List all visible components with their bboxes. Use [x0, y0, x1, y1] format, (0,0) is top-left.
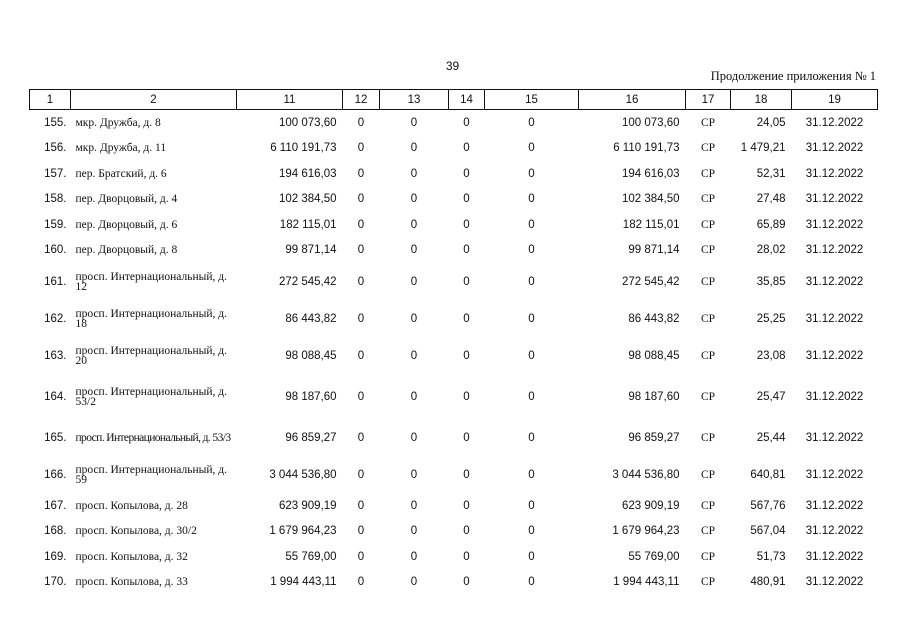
cell-n: 166.: [44, 468, 67, 481]
cell-n: 159.: [44, 218, 67, 231]
cell-c15: 0: [528, 167, 535, 180]
cell-c15: 0: [528, 349, 535, 362]
cell-c11: 86 443,82: [285, 312, 337, 325]
cell-c11: 6 110 191,73: [270, 142, 337, 155]
cell-c13: 0: [410, 218, 418, 231]
cell-c19: 31.12.2022: [805, 431, 864, 444]
cell-c17: СР: [700, 218, 716, 231]
table-row: [30, 187, 878, 213]
cell-addr: просп. Интернациональный, д. 18: [75, 307, 227, 330]
table-row: [30, 419, 878, 456]
cell-addr: просп. Интернациональный, д. 53/2: [75, 385, 227, 408]
table-row: [30, 570, 878, 596]
cell-c18: 25,44: [756, 431, 786, 444]
cell-c18: 25,47: [756, 390, 786, 403]
cell-addr: мкр. Дружба, д. 8: [75, 116, 161, 129]
cell-c18: 567,76: [750, 499, 786, 512]
cell-c12: 0: [357, 244, 365, 257]
cell-c16: 98 088,45: [628, 349, 680, 362]
cell-c18: 27,48: [756, 193, 786, 206]
cell-c15: 0: [528, 275, 535, 288]
cell-c13: 0: [410, 142, 418, 155]
cell-addr: пер. Дворцовый, д. 8: [75, 244, 178, 257]
cell-c13: 0: [410, 167, 418, 180]
cell-c13: 0: [410, 468, 418, 481]
cell-c18: 52,31: [756, 167, 786, 180]
table-row: [30, 212, 878, 238]
cell-c18: 24,05: [756, 116, 786, 129]
cell-c17: СР: [700, 431, 716, 444]
table-body: [30, 110, 878, 596]
cell-c13: 0: [410, 116, 418, 129]
table-row: [30, 544, 878, 570]
table-row: [30, 110, 878, 136]
cell-c19: 31.12.2022: [805, 390, 864, 403]
cell-c15: 0: [528, 116, 535, 129]
cell-c12: 0: [357, 499, 365, 512]
table-row: [30, 493, 878, 519]
cell-c13: 0: [410, 550, 418, 563]
header-cell: 12: [343, 90, 380, 110]
cell-c18: 1 479,21: [740, 142, 786, 155]
cell-c14: 0: [463, 218, 470, 231]
cell-addr: просп. Интернациональный, д. 20: [75, 344, 227, 367]
cell-n: 164.: [44, 390, 67, 403]
header-cell: 17: [686, 90, 731, 110]
cell-c14: 0: [463, 576, 470, 589]
cell-c19: 31.12.2022: [805, 275, 864, 288]
table-row: [30, 519, 878, 545]
cell-c15: 0: [528, 312, 535, 325]
cell-c17: СР: [700, 576, 716, 589]
cell-c17: СР: [700, 167, 716, 180]
cell-c16: 86 443,82: [628, 312, 680, 325]
cell-c16: 3 044 536,80: [612, 468, 680, 481]
cell-c12: 0: [357, 193, 365, 206]
cell-c15: 0: [528, 576, 535, 589]
cell-n: 167.: [44, 499, 67, 512]
cell-c16: 55 769,00: [628, 550, 680, 563]
table-row: [30, 300, 878, 337]
table-row: [30, 263, 878, 300]
cell-c11: 272 545,42: [278, 275, 337, 288]
cell-addr: просп. Интернациональный, д. 12: [75, 270, 227, 293]
table-row: [30, 238, 878, 264]
cell-addr: мкр. Дружба, д. 11: [75, 142, 167, 155]
cell-c18: 567,04: [750, 525, 786, 538]
header-cell: 15: [485, 90, 579, 110]
cell-c11: 102 384,50: [278, 193, 337, 206]
cell-c19: 31.12.2022: [805, 550, 864, 563]
header-cell: 1: [30, 90, 71, 110]
table-row: [30, 456, 878, 493]
continuation-note: Продолжение приложения № 1: [710, 69, 876, 83]
header-cell: 14: [449, 90, 485, 110]
cell-c15: 0: [528, 468, 535, 481]
cell-c19: 31.12.2022: [805, 468, 864, 481]
cell-n: 168.: [44, 525, 67, 538]
cell-c14: 0: [463, 349, 470, 362]
cell-c16: 6 110 191,73: [613, 142, 680, 155]
cell-c16: 623 909,19: [621, 499, 680, 512]
cell-c19: 31.12.2022: [805, 576, 864, 589]
cell-c14: 0: [463, 244, 470, 257]
cell-c12: 0: [357, 468, 365, 481]
cell-c19: 31.12.2022: [805, 312, 864, 325]
cell-c12: 0: [357, 142, 365, 155]
cell-c12: 0: [357, 167, 365, 180]
cell-c15: 0: [528, 244, 535, 257]
cell-n: 170.: [44, 576, 67, 589]
cell-c15: 0: [528, 499, 535, 512]
cell-c12: 0: [357, 312, 365, 325]
cell-c14: 0: [463, 550, 470, 563]
table-row: [30, 161, 878, 187]
cell-c12: 0: [357, 550, 365, 563]
cell-c13: 0: [410, 244, 418, 257]
cell-c16: 102 384,50: [621, 193, 680, 206]
cell-c19: 31.12.2022: [805, 525, 864, 538]
cell-c13: 0: [410, 312, 418, 325]
cell-c11: 96 859,27: [285, 431, 337, 444]
cell-c19: 31.12.2022: [805, 167, 864, 180]
cell-c16: 98 187,60: [628, 390, 680, 403]
data-table: [29, 89, 878, 595]
cell-addr: пер. Дворцовый, д. 6: [75, 218, 178, 231]
cell-c13: 0: [410, 275, 418, 288]
cell-c15: 0: [528, 193, 535, 206]
cell-c19: 31.12.2022: [805, 142, 864, 155]
cell-c11: 55 769,00: [285, 550, 337, 563]
cell-c14: 0: [463, 167, 470, 180]
cell-c12: 0: [357, 525, 365, 538]
header-cell: 19: [792, 90, 878, 110]
cell-c18: 25,25: [756, 312, 786, 325]
cell-c12: 0: [357, 349, 365, 362]
cell-addr: просп. Копылова, д. 30/2: [75, 525, 197, 538]
header-cell: 2: [71, 90, 237, 110]
cell-n: 165.: [44, 431, 67, 444]
cell-c14: 0: [463, 275, 470, 288]
cell-c19: 31.12.2022: [805, 218, 864, 231]
cell-c19: 31.12.2022: [805, 244, 864, 257]
cell-c18: 640,81: [750, 468, 786, 481]
cell-c11: 194 616,03: [278, 167, 337, 180]
cell-n: 157.: [44, 167, 67, 180]
cell-c12: 0: [357, 275, 365, 288]
cell-n: 163.: [44, 349, 67, 362]
table-row: [30, 374, 878, 419]
cell-c13: 0: [410, 349, 418, 362]
cell-c15: 0: [528, 218, 535, 231]
cell-c12: 0: [357, 576, 365, 589]
cell-c11: 98 088,45: [285, 349, 337, 362]
cell-c17: СР: [700, 525, 716, 538]
cell-c16: 194 616,03: [621, 167, 680, 180]
cell-n: 162.: [44, 312, 67, 325]
cell-c13: 0: [410, 193, 418, 206]
cell-c17: СР: [700, 116, 716, 129]
cell-c19: 31.12.2022: [805, 349, 864, 362]
cell-n: 169.: [44, 550, 67, 563]
cell-c15: 0: [528, 390, 535, 403]
cell-addr: просп. Интернациональный, д. 53/3: [75, 431, 231, 444]
cell-c11: 623 909,19: [278, 499, 337, 512]
header-cell: 16: [579, 90, 686, 110]
header-cell: 13: [380, 90, 449, 110]
cell-addr: пер. Дворцовый, д. 4: [75, 193, 178, 206]
cell-c12: 0: [357, 431, 365, 444]
cell-c18: 65,89: [756, 218, 786, 231]
cell-c18: 28,02: [756, 244, 786, 257]
cell-addr: просп. Интернациональный, д. 59: [75, 463, 227, 486]
cell-n: 155.: [44, 116, 67, 129]
cell-c14: 0: [463, 142, 470, 155]
cell-c11: 3 044 536,80: [269, 468, 337, 481]
cell-c15: 0: [528, 550, 535, 563]
cell-c17: СР: [700, 275, 716, 288]
cell-c14: 0: [463, 431, 470, 444]
cell-c17: СР: [700, 349, 716, 362]
cell-n: 156.: [44, 142, 67, 155]
cell-c17: СР: [700, 499, 716, 512]
cell-addr: просп. Копылова, д. 32: [75, 550, 188, 563]
cell-c17: СР: [700, 193, 716, 206]
cell-c15: 0: [528, 142, 535, 155]
cell-c17: СР: [700, 468, 716, 481]
cell-c11: 1 679 964,23: [269, 525, 337, 538]
cell-c17: СР: [700, 244, 716, 257]
cell-c13: 0: [410, 499, 418, 512]
cell-c11: 98 187,60: [285, 390, 337, 403]
cell-c13: 0: [410, 525, 418, 538]
cell-n: 160.: [44, 244, 67, 257]
cell-c12: 0: [357, 116, 365, 129]
cell-c11: 182 115,01: [279, 218, 337, 231]
cell-addr: просп. Копылова, д. 28: [75, 499, 188, 512]
cell-c16: 96 859,27: [628, 431, 680, 444]
cell-c14: 0: [463, 525, 470, 538]
cell-c17: СР: [700, 390, 716, 403]
cell-c14: 0: [463, 468, 470, 481]
cell-c13: 0: [410, 390, 418, 403]
cell-c11: 99 871,14: [285, 244, 337, 257]
cell-c19: 31.12.2022: [805, 193, 864, 206]
cell-c12: 0: [357, 218, 365, 231]
cell-c14: 0: [463, 390, 470, 403]
cell-n: 161.: [44, 275, 67, 288]
cell-c17: СР: [700, 550, 716, 563]
header-cell: 18: [731, 90, 792, 110]
cell-c11: 100 073,60: [278, 116, 337, 129]
cell-c17: СР: [700, 312, 716, 325]
cell-c12: 0: [357, 390, 365, 403]
cell-c16: 99 871,14: [628, 244, 680, 257]
cell-addr: просп. Копылова, д. 33: [75, 576, 188, 589]
cell-c14: 0: [463, 499, 470, 512]
cell-c16: 182 115,01: [622, 218, 680, 231]
cell-c15: 0: [528, 431, 535, 444]
cell-c13: 0: [410, 576, 418, 589]
header-cell: 11: [237, 90, 343, 110]
cell-c13: 0: [410, 431, 418, 444]
table-row: [30, 136, 878, 162]
page-number: 39: [445, 59, 460, 73]
cell-c18: 51,73: [756, 550, 786, 563]
cell-c11: 1 994 443,11: [270, 576, 337, 589]
cell-c15: 0: [528, 525, 535, 538]
cell-c16: 272 545,42: [621, 275, 680, 288]
cell-addr: пер. Братский, д. 6: [75, 167, 167, 180]
cell-c19: 31.12.2022: [805, 499, 864, 512]
cell-c16: 1 994 443,11: [613, 576, 680, 589]
cell-c14: 0: [463, 116, 470, 129]
cell-c18: 23,08: [756, 349, 786, 362]
cell-n: 158.: [44, 193, 67, 206]
table-row: [30, 337, 878, 374]
cell-c16: 100 073,60: [621, 116, 680, 129]
cell-c16: 1 679 964,23: [612, 525, 680, 538]
cell-c14: 0: [463, 193, 470, 206]
header-row: [30, 90, 878, 110]
cell-c18: 480,91: [750, 576, 786, 589]
cell-c17: СР: [700, 142, 716, 155]
cell-c14: 0: [463, 312, 470, 325]
cell-c19: 31.12.2022: [805, 116, 864, 129]
cell-c18: 35,85: [756, 275, 786, 288]
